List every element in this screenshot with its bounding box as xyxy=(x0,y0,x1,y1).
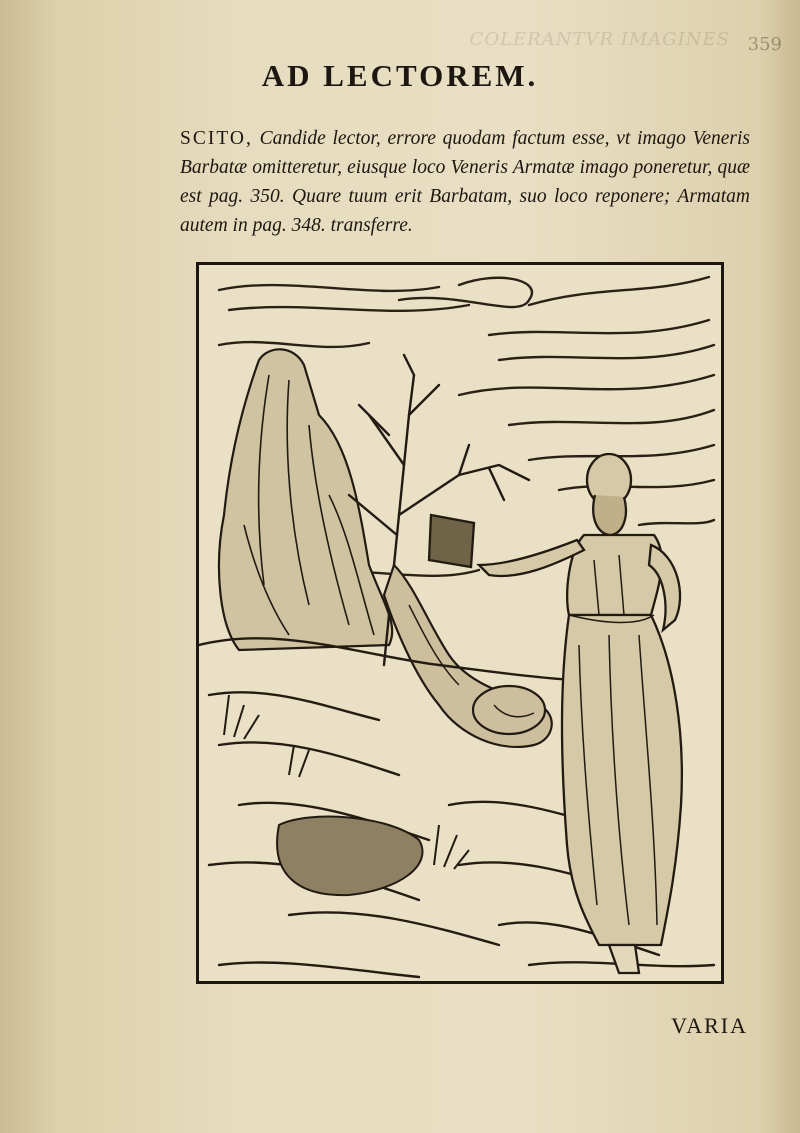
note-body: Candide lector, errore quodam factum esse, vt imago Veneris Barbatæ omitteretur, eiusque loco Veneris Armatæ imago poneretur, quæ est pag. 350. Quare tuum erit Barbatam, suo loco reponere; Armatam autem in pag. 348. transferre. xyxy=(180,128,751,236)
woodcut-illustration xyxy=(196,262,724,984)
show-through-folio: 359 xyxy=(747,34,782,55)
woodcut-drawing xyxy=(199,265,721,981)
show-through-running-head: COLERANTVR IMAGINES xyxy=(469,29,730,50)
catchword: VARIA xyxy=(671,1013,748,1038)
veiled-figure xyxy=(219,349,392,650)
rock xyxy=(277,817,422,896)
page-heading: AD LECTOREM. xyxy=(261,58,539,93)
reclining-figure xyxy=(384,565,552,747)
errata-note xyxy=(180,124,750,240)
note-opening-word: SCITO, xyxy=(180,128,253,149)
